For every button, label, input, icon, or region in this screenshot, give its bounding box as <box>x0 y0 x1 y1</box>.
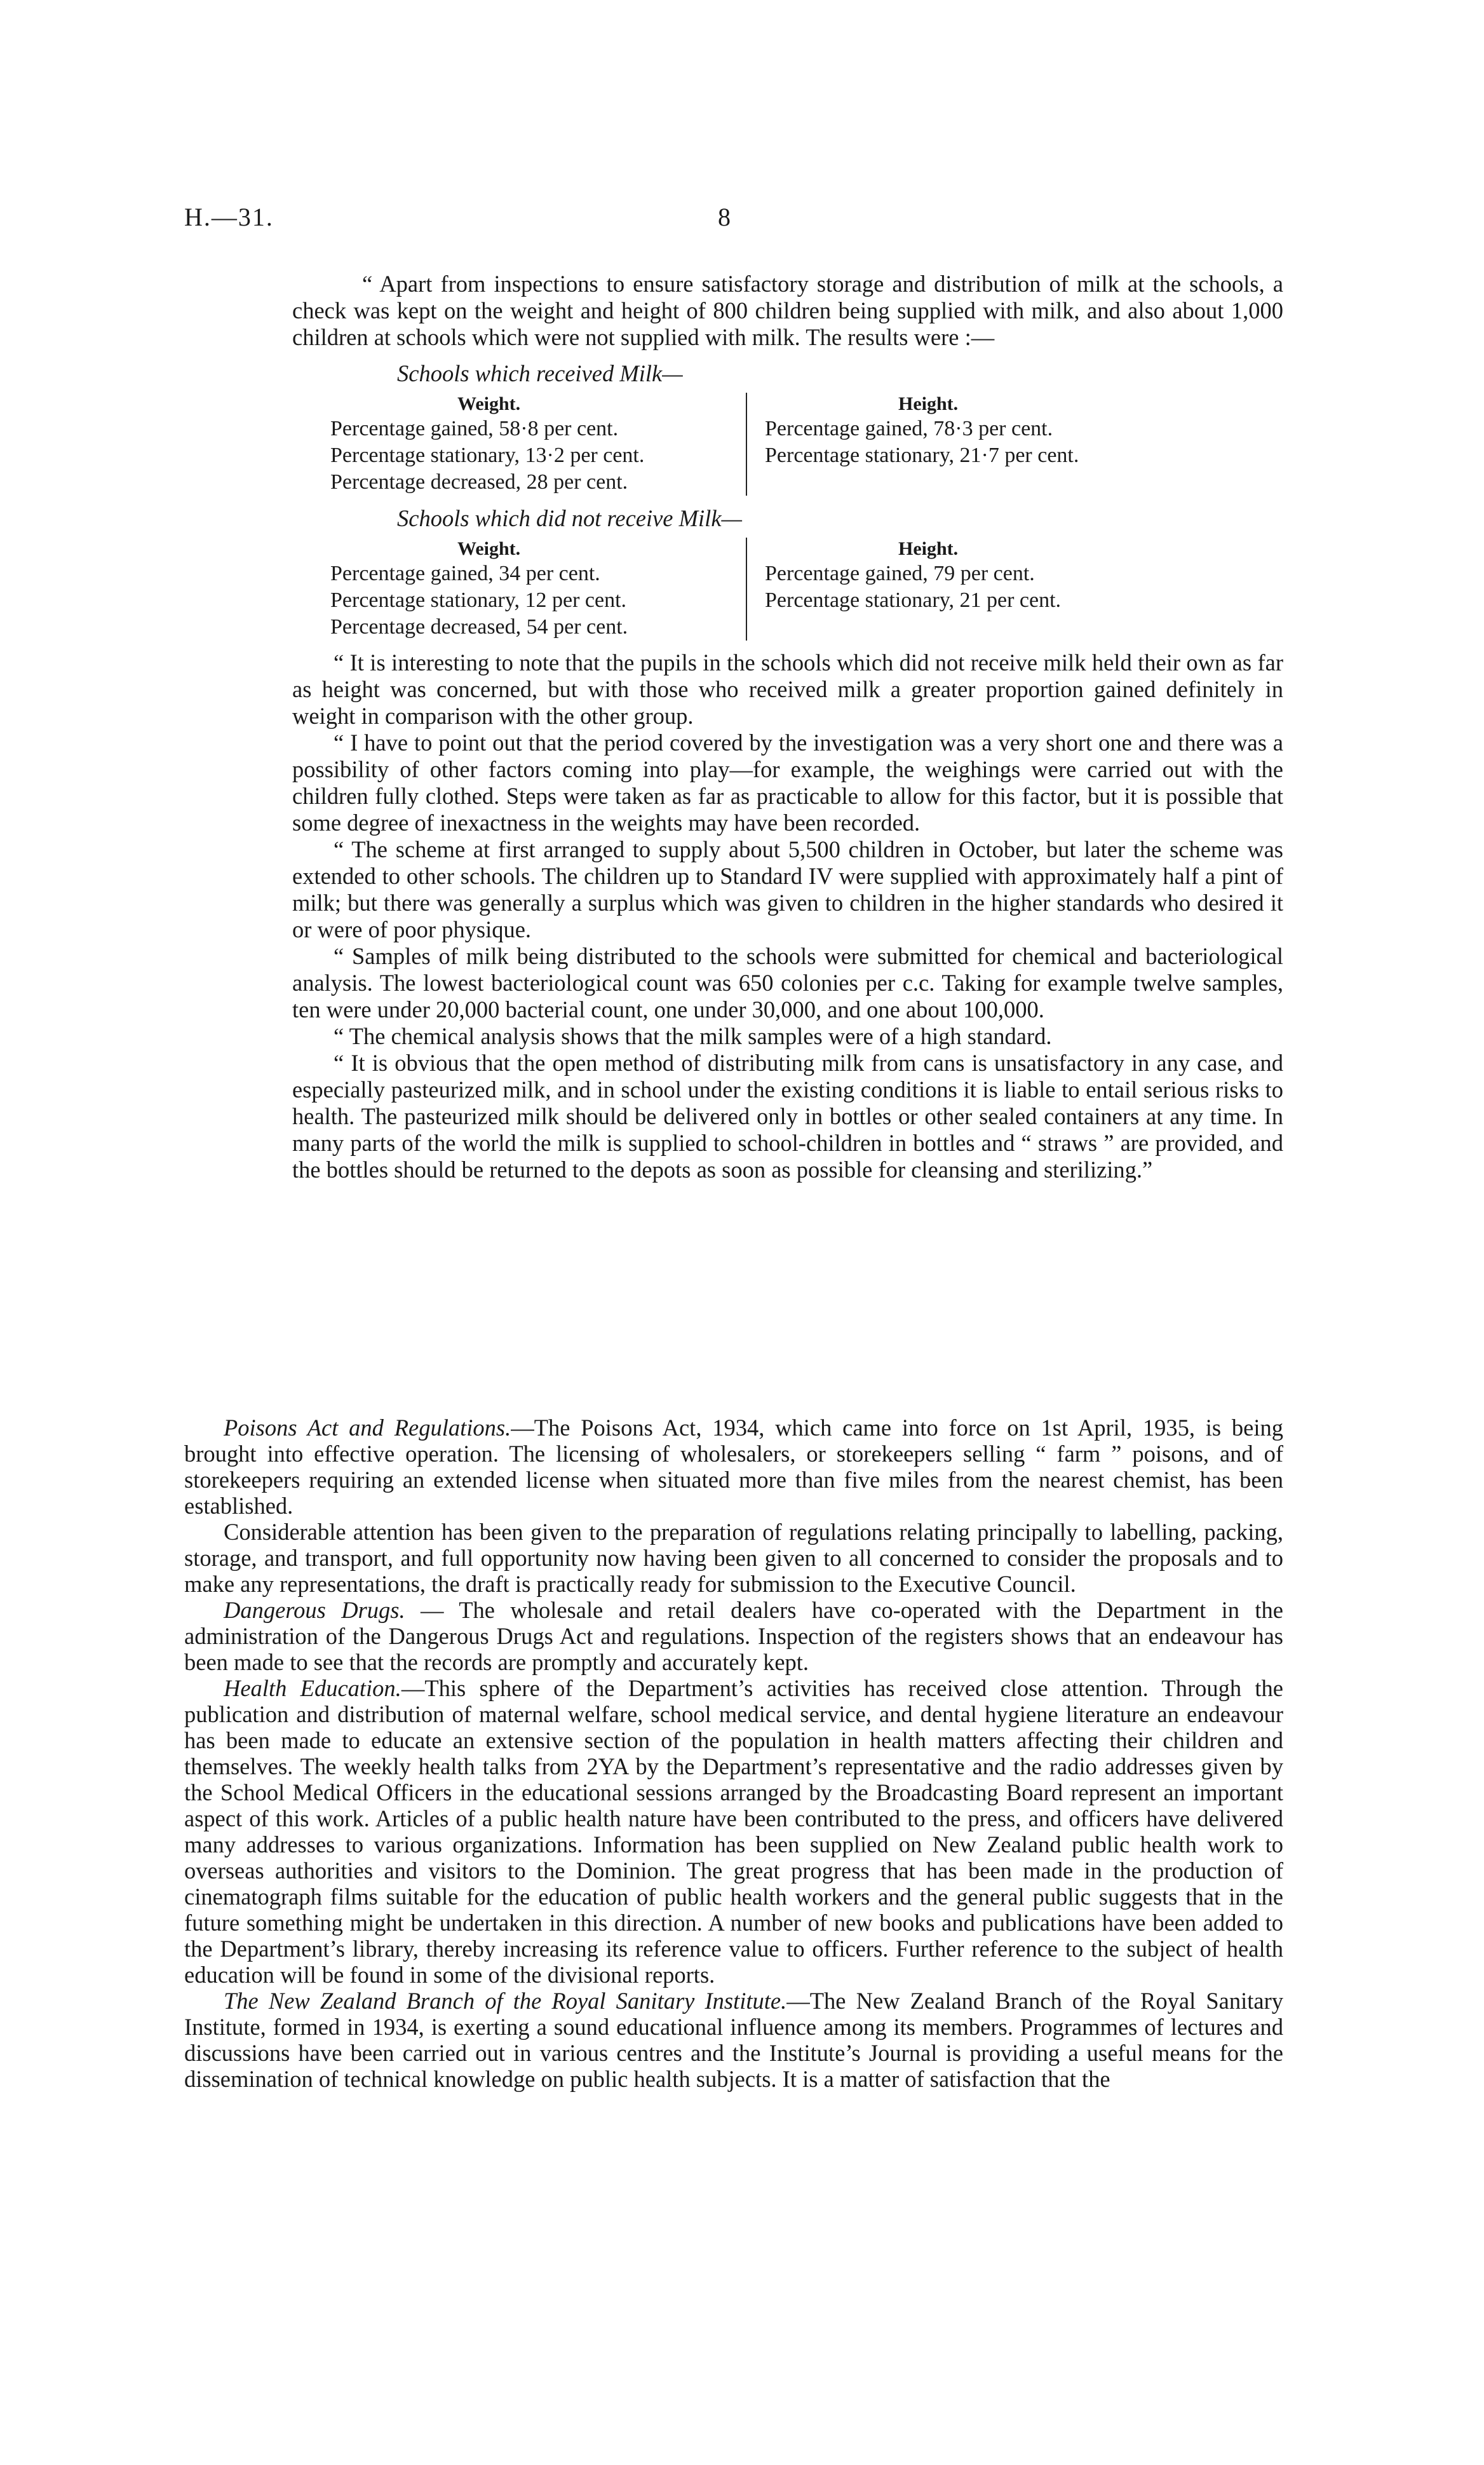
quote-paragraph: “ I have to point out that the period covered by the investigation was a very short one and there was a possibility of other factors coming into play—for example, the weighings were carried out with the children fully clothed. Steps were taken as far as practicable to allow for this factor, but it is possible that some degree of inexactness in the weights may have been recorded. <box>292 730 1283 836</box>
group1-results-table <box>330 393 1283 496</box>
section-heading: Health Education. <box>224 1675 401 1701</box>
section-text: Considerable attention has been given to the preparation of regulations relating principally to labelling, packing, storage, and transport, and full opportunity now having been given to all concerned to consider the proposals and to make any representations, the draft is practically ready for submission to the Executive Council. <box>184 1519 1283 1597</box>
section-heading: The New Zealand Branch of the Royal Sanitary Institute. <box>224 1988 787 2014</box>
group1-weight-row: Percentage gained, 58·8 per cent. <box>330 417 619 440</box>
quote-paragraph: “ The chemical analysis shows that the milk samples were of a high standard. <box>334 1023 1052 1049</box>
quote-paragraph: “ The scheme at first arranged to supply about 5,500 children in October, but later the scheme was extended to other schools. The children up to Standard IV were supplied with approximately half a pint of milk; but there was generally a surplus which was given to children in the higher standards who desired it or were of poor physique. <box>292 836 1283 942</box>
group2-height-row: Percentage stationary, 21 per cent. <box>765 588 1062 612</box>
section-text: —The New Zealand Branch of the Royal Sanitary Institute, formed in 1934, is exerting a sound educational influence among its members. Programmes of lectures and discussions have been carried out in various centres and the Institute’s Journal is providing a useful means for the dissemination of technical knowledge on public health subjects. It is a matter of satisfaction that the <box>184 1988 1283 2092</box>
section-heading: Dangerous Drugs. <box>224 1597 405 1623</box>
section-text: —The Poisons Act, 1934, which came into force on 1st April, 1935, is being brought into effective operation. The licensing of wholesalers, or storekeepers selling “ farm ” poisons, and of storekeepers requiring an extended license when situated more than five miles from the nearest chemist, has been established. <box>184 1415 1284 1519</box>
group1-height-header: Height. <box>898 393 959 414</box>
section-poisons-act <box>184 1415 1283 1519</box>
quote-intro-paragraph: “ Apart from inspections to ensure satisfactory storage and distribution of milk at the schools, a check was kept on the weight and height of 800 children being supplied with milk, and also about 1,000 children at schools which were not supplied with milk. The results were :— <box>292 271 1283 350</box>
quote-paragraph: “ Samples of milk being distributed to the schools were submitted for chemical and bacteriological analysis. The lowest bacteriological count was 650 colonies per c.c. Taking for example twelve samples, ten were under 20,000 bacterial count, one under 30,000, and one about 100,000. <box>292 943 1283 1022</box>
quote-paragraph: “ It is interesting to note that the pupils in the schools which did not receive milk held their own as far as height was concerned, but with those who received milk a greater proportion gained definitely in weight in comparison with the other group. <box>292 649 1283 729</box>
group1-weight-row: Percentage stationary, 13·2 per cent. <box>330 444 645 467</box>
group2-weight-header: Weight. <box>457 538 521 559</box>
group1-height-row: Percentage gained, 78·3 per cent. <box>765 417 1053 440</box>
group2-title: Schools which did not receive Milk— <box>397 505 742 531</box>
group2-height-column <box>747 538 1210 641</box>
group1-weight-column <box>330 393 747 496</box>
group2-weight-column <box>330 538 747 641</box>
group2-height-header: Height. <box>898 538 959 559</box>
quote-paragraph: “ It is obvious that the open method of distributing milk from cans is unsatisfactory in any case, and especially pasteurized milk, and in school under the existing conditions it is liable to entail serious risks to health. The pasteurized milk should be delivered only in bottles or other sealed containers at any time. In many parts of the world the milk is supplied to school-children in bottles and “ straws ” are provided, and the bottles should be returned to the depots as soon as possible for cleansing and sterilizing.” <box>292 1050 1283 1183</box>
group2-weight-row: Percentage decreased, 54 per cent. <box>330 615 628 639</box>
group2-height-row: Percentage gained, 79 per cent. <box>765 562 1035 585</box>
group1-height-column <box>747 393 1210 496</box>
section-text: —This sphere of the Department’s activities has received close attention. Through the publication and distribution of maternal welfare, school medical service, and dental hygiene literature an endeavour has been made to educate an extensive section of the population in health matters affecting their children and themselves. The weekly health talks from 2YA by the Department’s representative and the radio addresses given by the School Medical Officers in the educational sessions arranged by the Broadcasting Board represent an important aspect of this work. Articles of a public health nature have been contributed to the press, and officers have delivered many addresses to various organizations. Information has been supplied on New Zealand public health work to overseas authorities and visitors to the Dominion. The great progress that has been made in the production of cinematograph films suitable for the education of public health workers and the general public suggests that in the future something might be undertaken in this direction. A number of new books and publications have been added to the Department’s library, thereby increasing its reference value to officers. Further reference to the subject of health education will be found in some of the divisional reports. <box>184 1675 1283 1988</box>
section-health-education <box>184 1675 1283 1988</box>
main-body <box>184 1415 1283 2092</box>
section-text: — The wholesale and retail dealers have co-operated with the Department in the administration of the Dangerous Drugs Act and regulations. Inspection of the registers shows that an endeavour has been made to see that the records are promptly and accurately kept. <box>184 1597 1283 1675</box>
group1-weight-header: Weight. <box>457 393 521 414</box>
section-royal-sanitary-institute <box>184 1988 1283 2092</box>
section-heading: Poisons Act and Regulations. <box>224 1415 511 1441</box>
group2-weight-row: Percentage gained, 34 per cent. <box>330 562 600 585</box>
group1-weight-row: Percentage decreased, 28 per cent. <box>330 470 628 494</box>
group1-title: Schools which received Milk— <box>397 360 683 386</box>
document-reference: H.—31. <box>184 203 274 231</box>
section-poisons-regulations <box>184 1519 1283 1597</box>
group2-results-table <box>330 538 1283 641</box>
page-number: 8 <box>718 203 731 231</box>
section-dangerous-drugs <box>184 1597 1283 1675</box>
group2-weight-row: Percentage stationary, 12 per cent. <box>330 588 627 612</box>
quoted-report <box>292 271 1283 1183</box>
group1-height-row: Percentage stationary, 21·7 per cent. <box>765 444 1079 467</box>
